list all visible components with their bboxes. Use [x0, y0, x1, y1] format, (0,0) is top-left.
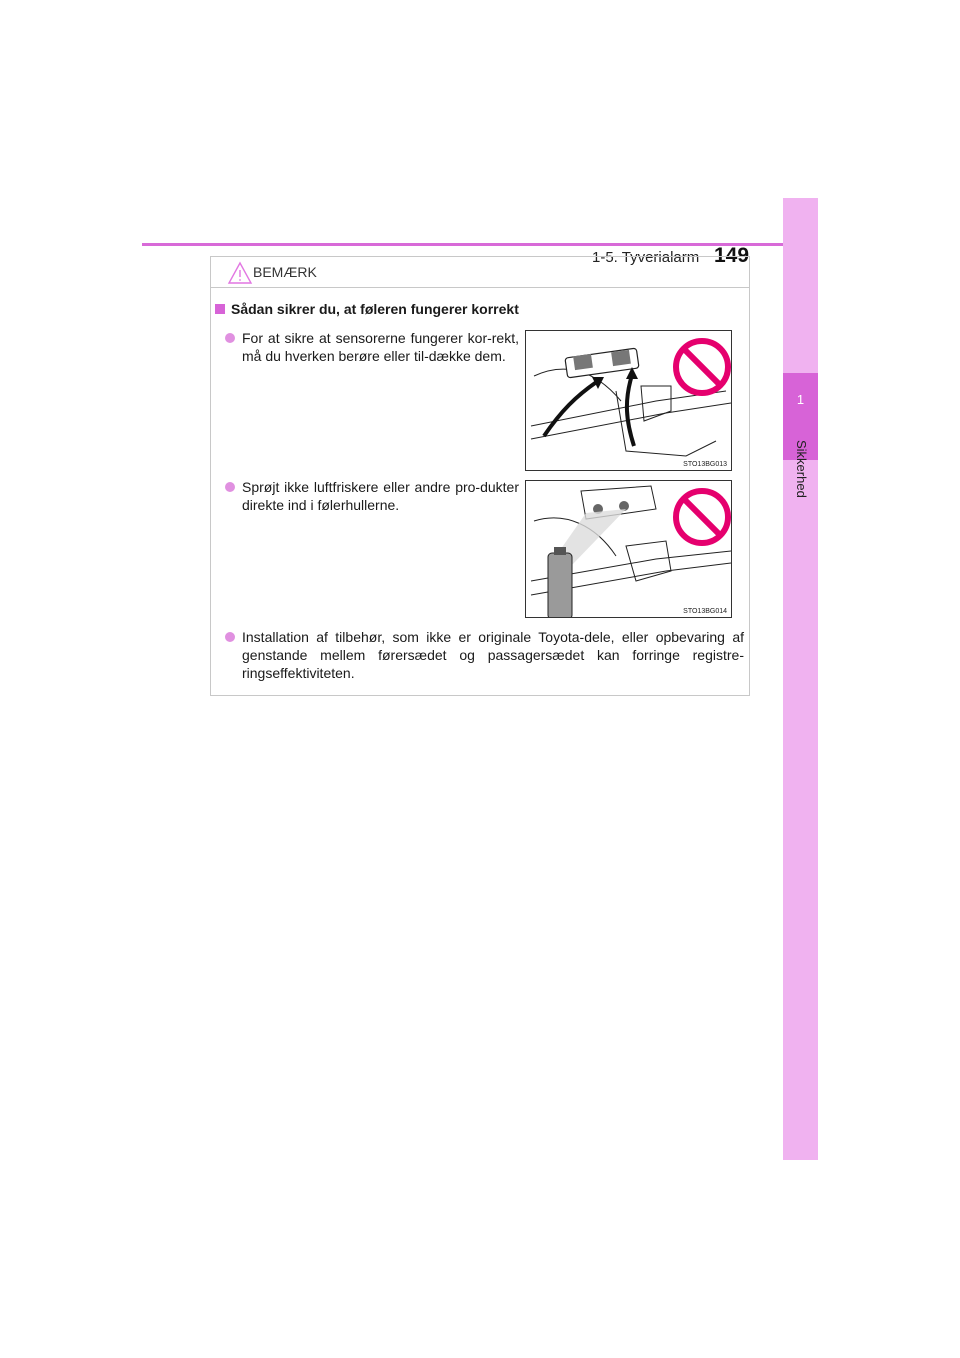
- bullet-dot-icon: [225, 482, 235, 492]
- notice-heading: [211, 301, 519, 317]
- ceiling-sensor-drawing: [526, 331, 731, 470]
- section-title: 1-5. Tyverialarm: [592, 249, 700, 266]
- list-item: Sprøjt ikke luftfriskere eller andre pro-dukter direkte ind i følerhullerne.: [242, 478, 519, 514]
- list-item: For at sikre at sensorerne fungerer kor-rekt, må du hverken berøre eller til-dække dem.: [242, 329, 519, 365]
- chapter-number: 1: [796, 392, 805, 407]
- sensor-illustration: [525, 330, 732, 471]
- warning-triangle-icon: [227, 261, 253, 285]
- chapter-side-tab: [783, 198, 818, 1160]
- bullet-dot-icon: [225, 632, 235, 642]
- notice-label: BEMÆRK: [253, 264, 317, 280]
- notice-box: [210, 256, 750, 696]
- illustration-caption: STO13BG014: [683, 608, 727, 615]
- chapter-label: Sikkerhed: [794, 440, 809, 498]
- illustration-caption: STO13BG013: [683, 461, 727, 468]
- page-number: 149: [714, 244, 750, 267]
- bullet-dot-icon: [225, 333, 235, 343]
- notice-header: [211, 257, 749, 288]
- spray-illustration: [525, 480, 732, 618]
- spray-can-drawing: [526, 481, 731, 617]
- heading-square-icon: [215, 304, 225, 314]
- list-item: Installation af tilbehør, som ikke er originale Toyota-dele, eller opbevaring af genstande mellem førersædet og passagersædet kan forringe registre-ringseffektiviteten.: [242, 628, 744, 682]
- notice-heading-text: Sådan sikrer du, at føleren fungerer korrekt: [231, 301, 519, 317]
